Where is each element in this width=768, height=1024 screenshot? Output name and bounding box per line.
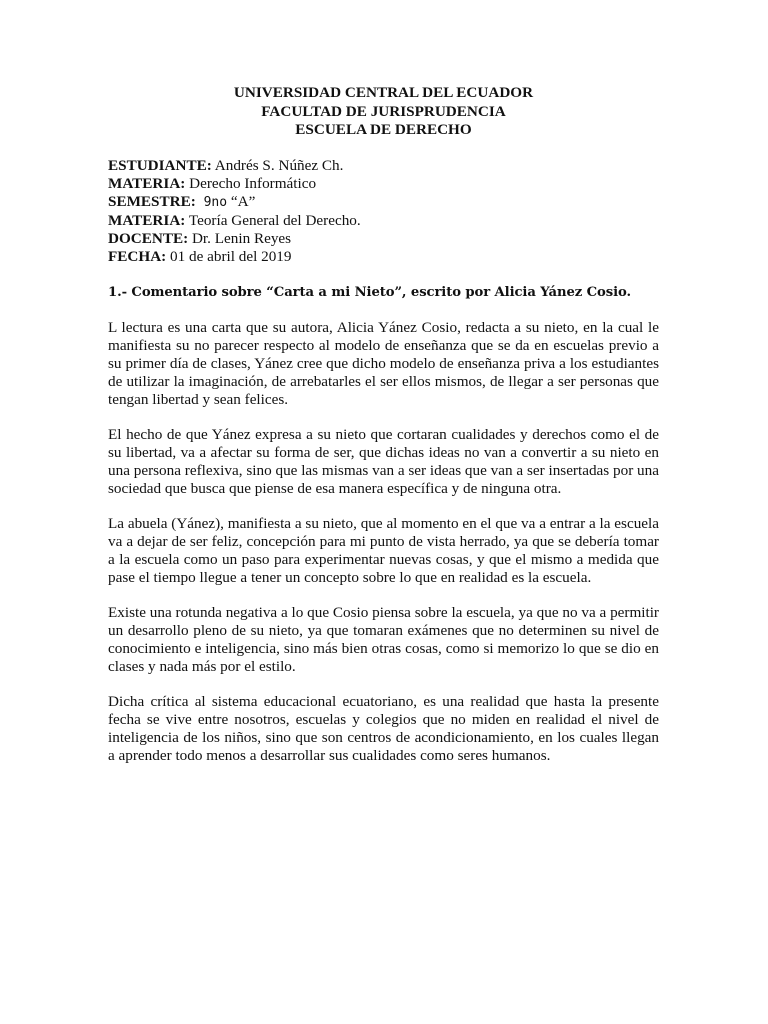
- meta-label: MATERIA:: [108, 211, 186, 229]
- school-name: ESCUELA DE DERECHO: [295, 121, 472, 138]
- meta-label: FECHA:: [108, 247, 167, 265]
- meta-label: ESTUDIANTE:: [108, 156, 212, 174]
- section-title: 1.- Comentario sobre “Carta a mi Nieto”, escrito por Alicia Yánez Cosio.: [108, 284, 631, 300]
- meta-row-subject: [108, 175, 659, 193]
- meta-value: Dr. Lenin Reyes: [188, 229, 292, 247]
- student-info-block: [108, 157, 659, 266]
- meta-value: Andrés S. Núñez Ch.: [211, 156, 344, 174]
- meta-row-student: [108, 157, 659, 175]
- university-name: UNIVERSIDAD CENTRAL DEL ECUADOR: [233, 84, 534, 101]
- paragraph-3: La abuela (Yánez), manifiesta a su nieto, que al momento en el que va a entrar a la escuela va a dejar de ser feliz, concepción para mi punto de vista herrado, ya que se debería tomar a la escuela como un paso para experimentar nuevas cosas, y que el mismo a medida que pase el tiempo llegue a tener un concepto sobre lo que en realidad es la escuela.: [108, 514, 659, 586]
- document-header: [108, 84, 659, 140]
- meta-label: MATERIA:: [108, 174, 186, 192]
- meta-value: “A”: [227, 192, 256, 210]
- meta-label: SEMESTRE:: [108, 192, 196, 210]
- document-page: [108, 84, 659, 765]
- meta-row-date: [108, 248, 659, 266]
- paragraph-1: L lectura es una carta que su autora, Alicia Yánez Cosio, redacta a su nieto, en la cual le manifiesta su no parecer respecto al modelo de enseñanza que se da en escuelas previo a su primer día de clases, Yánez cree que dicho modelo de enseñanza priva a los estudiantes de utilizar la imaginación, de arrebatarles el ser ellos mismos, de llegar a ser personas que tengan libertad y sean felices.: [108, 318, 659, 408]
- paragraph-5: Dicha crítica al sistema educacional ecuatoriano, es una realidad que hasta la presente fecha se vive entre nosotros, escuelas y colegios que no miden en realidad el nivel de inteligencia de los niños, sino que son centros de acondicionamiento, en los cuales llegan a aprender todo menos a desarrollar sus cualidades como seres humanos.: [108, 692, 659, 764]
- paragraph-2: El hecho de que Yánez expresa a su nieto que cortaran cualidades y derechos como el de su libertad, va a afectar su forma de ser, que dichas ideas no van a convertir a su nieto en una persona reflexiva, sino que las mismas van a ser ideas que van a ser insertadas por una sociedad que busca que piense de esa manera específica y de ninguna otra.: [108, 425, 659, 497]
- meta-label: DOCENTE:: [108, 229, 189, 247]
- meta-value: Derecho Informático: [185, 174, 317, 192]
- paragraph-4: Existe una rotunda negativa a lo que Cosio piensa sobre la escuela, ya que no va a permitir un desarrollo pleno de su nieto, ya que tomaran exámenes que no determinen su nivel de conocimiento e inteligencia, sino más bien otras cosas, como si memorizo lo que se dio en clases y nada más por el estilo.: [108, 603, 659, 675]
- meta-value: 01 de abril del 2019: [166, 247, 292, 265]
- meta-value: Teoría General del Derecho.: [185, 211, 361, 229]
- meta-row-semester: [108, 193, 659, 212]
- meta-value-number: 9no: [195, 194, 228, 210]
- faculty-name: FACULTAD DE JURISPRUDENCIA: [261, 102, 506, 120]
- meta-row-subject-2: [108, 212, 659, 230]
- meta-row-teacher: [108, 230, 659, 248]
